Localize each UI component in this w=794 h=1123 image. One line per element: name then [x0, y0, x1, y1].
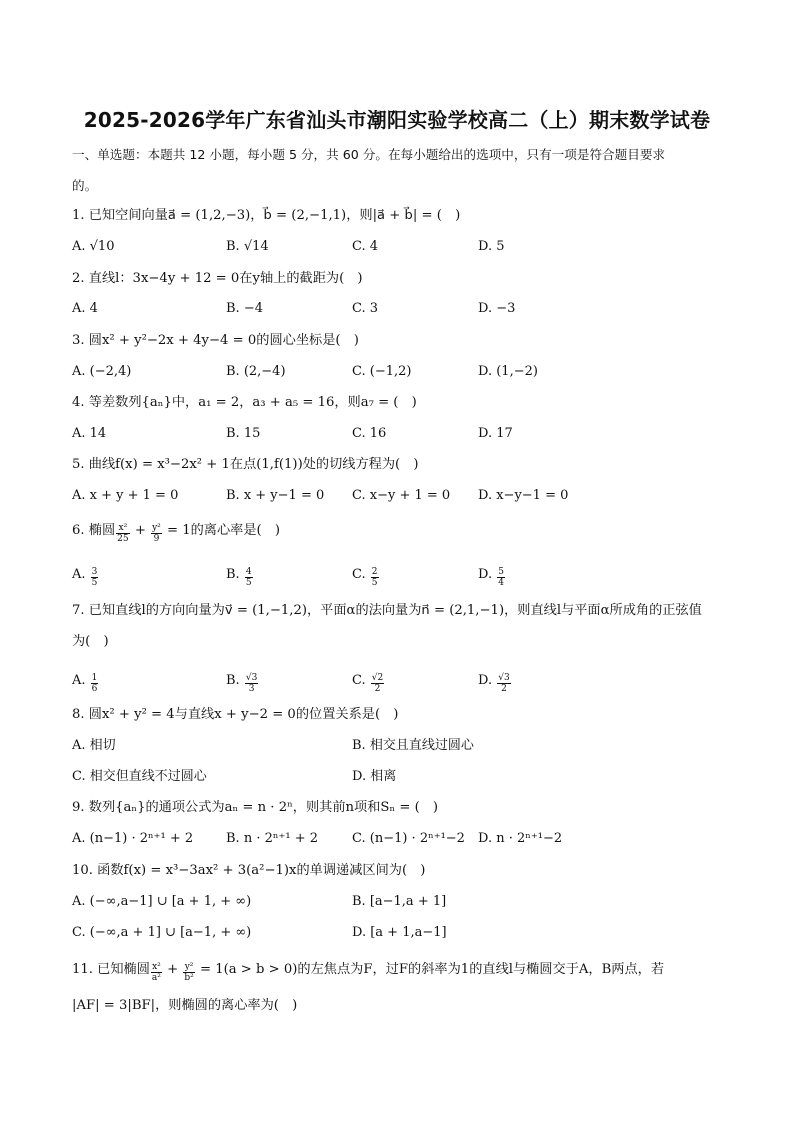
q7-option-b-fraction [245, 673, 258, 694]
question-4-stem: 4. 等差数列{aₙ}中，a₁ = 2，a₃ + a₅ = 16，则a₇ = ( ) [72, 395, 417, 410]
q6-option-c [352, 566, 380, 588]
q11-frac2-denominator: b² [184, 973, 194, 983]
q4-option-c: C. 16 [352, 426, 387, 441]
q6-fraction-y [151, 523, 162, 544]
question-10-stem: 10. 函数f(x) = x³−3ax² + 3(a²−1)x的单调递减区间为( ) [72, 863, 426, 878]
q1-option-d: D. 5 [478, 239, 505, 254]
q1-option-a: A. √10 [72, 239, 115, 254]
q6-frac2-numerator: y² [152, 523, 161, 533]
q6-fraction-x [116, 523, 129, 544]
q7-d-den: 2 [501, 684, 507, 694]
q11-frac1-numerator: x² [152, 962, 161, 972]
q6-option-a [72, 566, 99, 588]
q2-option-c: C. 3 [352, 301, 379, 316]
q4-option-a: A. 14 [72, 426, 107, 441]
q2-option-d: D. −3 [478, 301, 516, 316]
q7-option-c-letter: C. [352, 673, 366, 688]
q8-option-b: B. 相交且直线过圆心 [352, 738, 474, 753]
q8-option-a: A. 相切 [72, 738, 116, 753]
q1-option-c: C. 4 [352, 239, 379, 254]
q7-c-den: 2 [374, 684, 381, 694]
q6-option-d-letter: D. [478, 567, 493, 582]
question-6-stem [72, 522, 280, 544]
q10-option-c: C. (−∞,a + 1] ∪ [a−1, + ∞) [72, 925, 252, 940]
q11-frac2-numerator: y² [184, 962, 194, 972]
q9-option-c: C. (n−1) · 2ⁿ⁺¹−2 [352, 831, 465, 846]
q6-option-a-fraction [91, 567, 99, 588]
q10-option-d: D. [a + 1,a−1] [352, 925, 447, 940]
question-11-stem-cont: |AF| = 3|BF|，则椭圆的离心率为( ) [72, 998, 298, 1013]
q2-option-b: B. −4 [226, 301, 263, 316]
q8-option-d: D. 相离 [352, 769, 397, 784]
q11-stem-prefix: 11. 已知椭圆 [72, 962, 150, 977]
question-5-stem: 5. 曲线f(x) = x³−2x² + 1在点(1,f(1))处的切线方程为( ) [72, 457, 419, 472]
q3-option-a: A. (−2,4) [72, 364, 132, 379]
q11-stem-suffix: = 1(a > b > 0)的左焦点为F，过F的斜率为1的直线l与椭圆交于A，B两点，若 [199, 962, 665, 977]
q6-option-a-letter: A. [72, 567, 86, 582]
q6-d-den: 4 [498, 578, 504, 588]
q7-a-num: 1 [91, 673, 98, 683]
section-heading-line2: 的。 [72, 178, 98, 193]
q6-plus: + [134, 523, 146, 538]
q11-fraction-x [151, 962, 162, 983]
q7-option-b [226, 672, 259, 694]
q7-option-c [352, 672, 385, 694]
q6-a-den: 5 [91, 578, 98, 588]
q7-option-d-fraction [497, 673, 510, 694]
q6-option-d-fraction [497, 567, 505, 588]
q7-a-den: 6 [91, 684, 98, 694]
q7-option-a-letter: A. [72, 673, 86, 688]
q3-option-b: B. (2,−4) [226, 364, 286, 379]
q11-frac1-denominator: a² [151, 973, 161, 983]
q4-option-b: B. 15 [226, 426, 261, 441]
q7-option-c-fraction [371, 673, 384, 694]
q10-option-a: A. (−∞,a−1] ∪ [a + 1, + ∞) [72, 894, 252, 909]
q2-option-a: A. 4 [72, 301, 98, 316]
q7-option-b-letter: B. [226, 673, 240, 688]
q6-option-b [226, 566, 254, 588]
q7-d-num: √3 [498, 673, 510, 683]
question-9-stem: 9. 数列{aₙ}的通项公式为aₙ = n · 2ⁿ，则其前n项和Sₙ = ( ) [72, 800, 439, 815]
question-11-stem [72, 961, 664, 983]
q7-b-den: 3 [248, 684, 255, 694]
q9-option-d: D. n · 2ⁿ⁺¹−2 [478, 831, 563, 846]
q6-c-den: 5 [371, 578, 378, 588]
q6-option-c-fraction [371, 567, 379, 588]
q6-b-den: 5 [245, 578, 252, 588]
question-7-stem-cont: 为( ) [72, 634, 109, 649]
question-8-stem: 8. 圆x² + y² = 4与直线x + y−2 = 0的位置关系是( ) [72, 707, 399, 722]
q10-option-b: B. [a−1,a + 1] [352, 894, 447, 909]
question-3-stem: 3. 圆x² + y²−2x + 4y−4 = 0的圆心坐标是( ) [72, 333, 359, 348]
question-1-stem: 1. 已知空间向量a⃗ = (1,2,−3)，b⃗ = (2,−1,1)，则|a⃗ + b⃗| = ( ) [72, 208, 461, 223]
section-heading-line1: 一、单选题：本题共 12 小题，每小题 5 分，共 60 分。在每小题给出的选项中，只有一项是符合题目要求 [72, 147, 666, 162]
q5-option-a: A. x + y + 1 = 0 [72, 488, 179, 503]
q6-frac2-denominator: 9 [153, 534, 160, 544]
q7-option-a-fraction [91, 673, 99, 694]
q6-option-d [478, 566, 506, 588]
q9-option-b: B. n · 2ⁿ⁺¹ + 2 [226, 831, 318, 846]
q6-stem-prefix: 6. 椭圆 [72, 523, 116, 538]
q3-option-c: C. (−1,2) [352, 364, 412, 379]
q3-option-d: D. (1,−2) [478, 364, 538, 379]
q6-b-num: 4 [245, 567, 252, 577]
question-2-stem: 2. 直线l：3x−4y + 12 = 0在y轴上的截距为( ) [72, 271, 363, 286]
q5-option-d: D. x−y−1 = 0 [478, 488, 569, 503]
q7-b-num: √3 [245, 673, 258, 683]
q7-option-d-letter: D. [478, 673, 493, 688]
q4-option-d: D. 17 [478, 426, 513, 441]
q6-frac1-denominator: 25 [117, 534, 129, 544]
exam-title: 2025-2026学年广东省汕头市潮阳实验学校高二（上）期末数学试卷 [83, 108, 711, 132]
q7-option-d [478, 672, 512, 694]
q5-option-b: B. x + y−1 = 0 [226, 488, 325, 503]
q6-a-num: 3 [91, 567, 98, 577]
q6-frac1-numerator: x² [116, 523, 129, 534]
q6-c-num: 2 [371, 567, 378, 577]
q11-plus: + [167, 962, 179, 977]
q7-option-a [72, 672, 99, 694]
q9-option-a: A. (n−1) · 2ⁿ⁺¹ + 2 [72, 831, 194, 846]
q11-fraction-y [183, 962, 194, 983]
q6-stem-suffix: = 1的离心率是( ) [166, 523, 281, 538]
question-7-stem: 7. 已知直线l的方向向量为v⃗ = (1,−1,2)，平面α的法向量为n⃗ = (2,1,−1)，则直线l与平面α所成角的正弦值 [72, 603, 702, 618]
q5-option-c: C. x−y + 1 = 0 [352, 488, 451, 503]
q1-option-b: B. √14 [226, 239, 269, 254]
q6-d-num: 5 [498, 567, 504, 577]
q6-option-b-letter: B. [226, 567, 240, 582]
q7-c-num: √2 [371, 673, 384, 683]
q6-option-c-letter: C. [352, 567, 366, 582]
q6-option-b-fraction [245, 567, 253, 588]
q8-option-c: C. 相交但直线不过圆心 [72, 769, 207, 784]
